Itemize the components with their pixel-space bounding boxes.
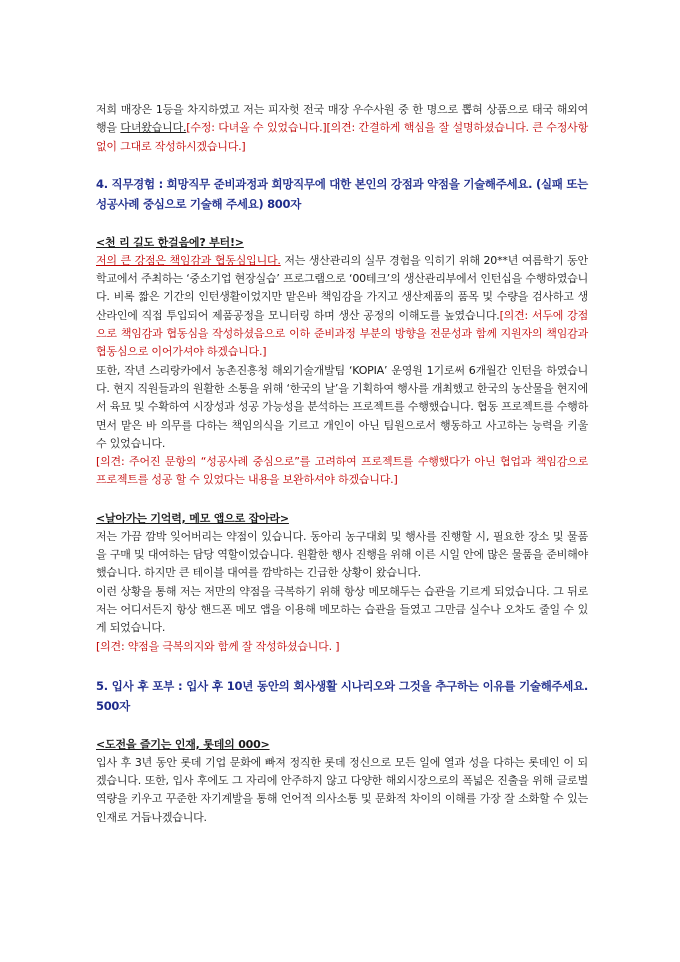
edit-comment: [수정: 다녀올 수 있었습니다.] bbox=[186, 121, 327, 135]
strength-comment: [의견: 서두에 강점으로 책임감과 협동심을 작성하셨음으로 이하 준비과정 부분의 방향을 전문성과 함께 지원자의 책임감과 협동심으로 이어가셔야 하겠습니다.] bbox=[96, 308, 588, 359]
opinion-comment: [의견: 간결하게 핵심을 잘 설명하셨습니다. 큰 수정사항 없이 그대로 작성하시겠습니다.] bbox=[96, 121, 589, 153]
section-heading-aspiration: <도전을 즐기는 인재, 롯데의 000> bbox=[96, 737, 270, 751]
strength-text: 저는 생산관리의 실무 경험을 익히기 위해 20**년 여름학기 동안 학교에서 주최하는 ‘중소기업 현장실습’ 프로그램으로 ‘00테크’의 생산관리부에서 인턴십을 수행하였습니다. 비록 짧은 기간의 인턴생활이었지만 맡은바 책임감을 가지고 생산제품의 품목 및 수량을 검사하고 생산라인에 직접 투입되어 제품공정을 모니터링 하며 생산 공정의 이해도를 높였습니다. bbox=[96, 253, 588, 322]
section-heading-strength: <천 리 길도 한걸음에? 부터!> bbox=[96, 235, 244, 249]
question-4-title: 4. 직무경험 : 희망직무 준비과정과 희망직무에 대한 본인의 강점과 약점을 기술해주세요. (실패 또는 성공사례 중심으로 기술해 주세요) 800자 bbox=[96, 176, 588, 211]
paragraph-weakness: 저는 가끔 깜박 잊어버리는 약점이 있습니다. 동아리 농구대회 및 행사를 진행할 시, 필요한 장소 및 물품을 구매 및 대여하는 담당 역할이었습니다. 원활한 행사 진행을 위해 이른 시일 안에 많은 물품을 준비해야 했습니다. 하지만 큰 테이블 대여를 깜박하는 긴급한 상황이 왔습니다. bbox=[96, 529, 588, 580]
question-5-title: 5. 입사 후 포부 : 입사 후 10년 동안의 회사생활 시나리오와 그것을 추구하는 이유를 기술해주세요. 500자 bbox=[96, 678, 588, 713]
document-page bbox=[96, 101, 588, 827]
section-heading-weakness: <날아가는 기억력, 메모 앱으로 잡아라> bbox=[96, 511, 289, 525]
strength-highlight: 저의 큰 강점은 책임감과 협동심입니다. bbox=[96, 253, 281, 267]
kopia-comment: [의견: 주어진 문항의 “성공사례 중심으로”를 고려하여 프로젝트를 수행했다가 아닌 협업과 책임감으로 프로젝트를 성공 할 수 있었다는 내용을 보완하셔야 하겠습니다.] bbox=[96, 455, 588, 487]
paragraph-strength bbox=[96, 252, 588, 362]
intro-text: 저희 매장은 1등을 차지하였고 저는 피자헛 전국 매장 우수사원 중 한 명으로 뽑혀 상품으로 태국 해외여행을 bbox=[96, 103, 588, 135]
paragraph-memo-habit: 이런 상황을 통해 저는 저만의 약점을 극복하기 위해 항상 메모해두는 습관을 기르게 되었습니다. 그 뒤로 저는 어디서든지 항상 핸드폰 메모 앱을 이용해 메모하는 습관을 들였고 그만큼 실수나 오차도 줄일 수 있게 되었습니다. bbox=[96, 584, 588, 635]
paragraph-kopia: 또한, 작년 스리랑카에서 농촌진흥청 해외기술개발팀 ‘KOPIA’ 운영원 1기로써 6개월간 인턴을 하였습니다. 현지 직원들과의 원활한 소통을 위해 ‘한국의 날’을 기획하여 행사를 개최했고 한국의 농산물을 현지에서 육묘 및 수확하여 시장성과 성공 가능성을 분석하는 프로젝트를 수행했습니다. 협동 프로젝트를 수행하면서 맡은 바 의무를 다하는 책임의식을 기르고 개인이 아닌 팀원으로서 행동하고 사고하는 능력을 키울 수 있었습니다. bbox=[96, 363, 588, 450]
paragraph-aspiration: 입사 후 3년 동안 롯데 기업 문화에 빠져 정직한 롯데 정신으로 모든 일에 열과 성을 다하는 롯데인 이 되겠습니다. 또한, 입사 후에도 그 자리에 안주하지 않고 다양한 해외시장으로의 폭넓은 진출을 위해 글로벌 역량을 키우고 꾸준한 자기계발을 통해 언어적 의사소통 및 문화적 차이의 이해를 가장 잘 소화할 수 있는 인재로 거듭나겠습니다. bbox=[96, 755, 588, 824]
weakness-comment: [의견: 약점을 극복의지와 함께 잘 작성하셨습니다. ] bbox=[96, 639, 340, 653]
intro-underlined: 다녀왔습니다. bbox=[120, 121, 187, 135]
paragraph-intro bbox=[96, 101, 588, 156]
